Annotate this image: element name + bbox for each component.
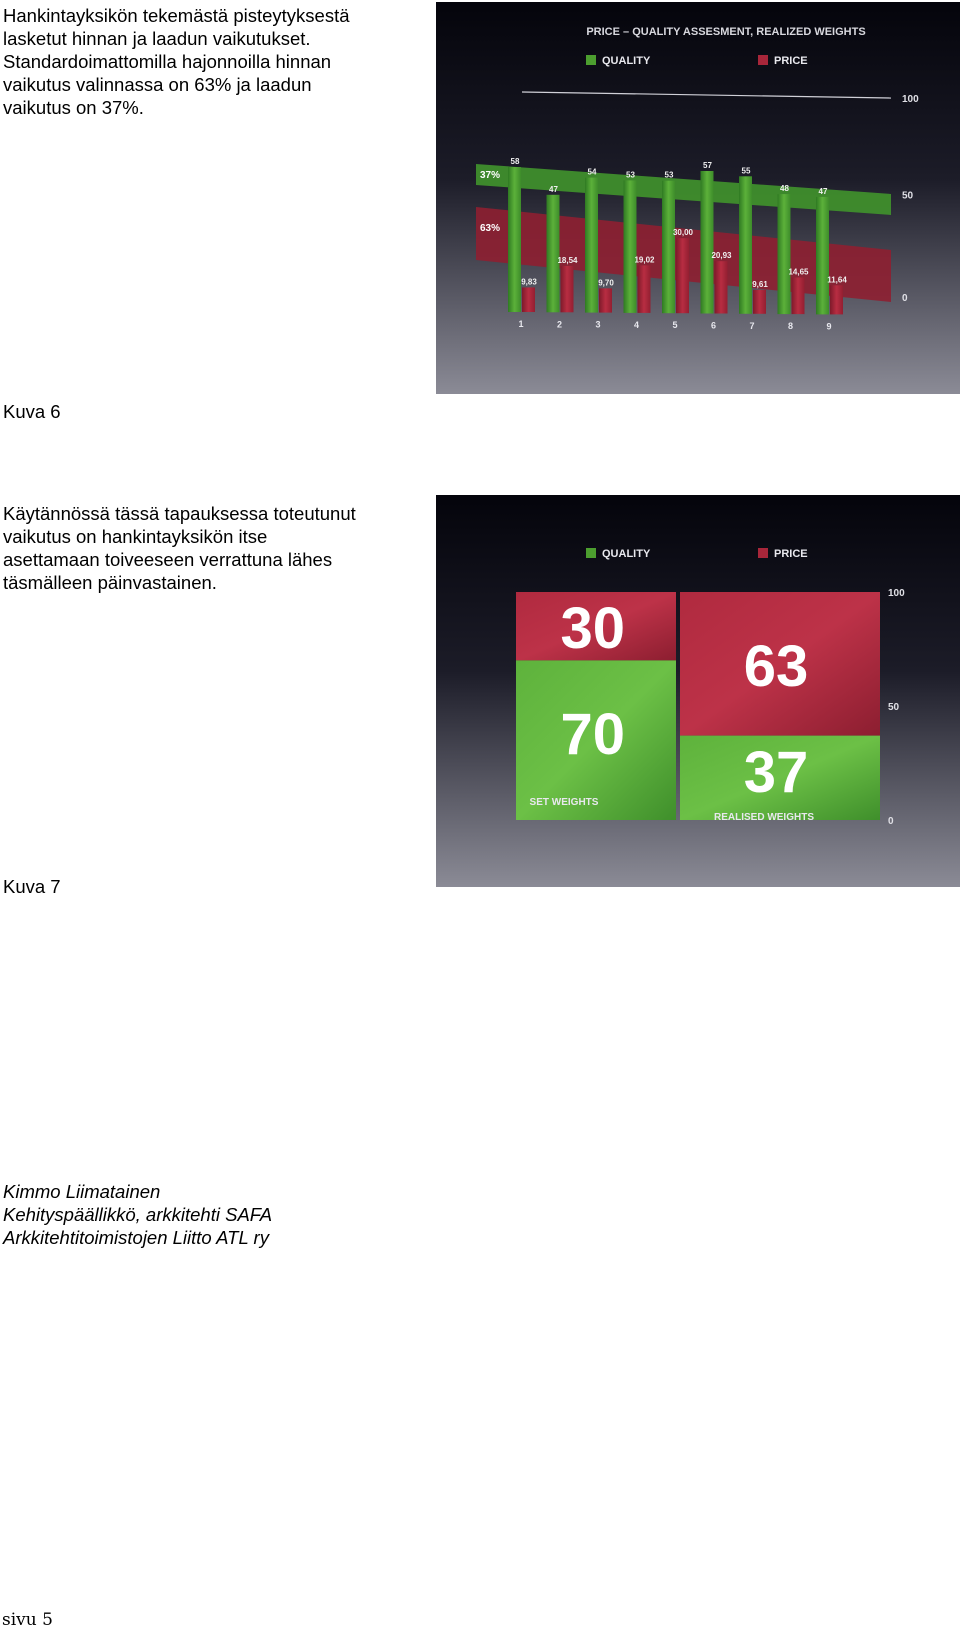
- y-tick-label: 50: [902, 190, 914, 202]
- quality-value-label: 58: [510, 157, 520, 166]
- x-category-label: SET WEIGHTS: [529, 797, 599, 808]
- author-title: Kehityspäällikkö, arkkitehti SAFA: [3, 1204, 273, 1225]
- price-bar: [792, 277, 805, 314]
- quality-value-label: 47: [818, 186, 828, 196]
- quality-bar: [662, 181, 675, 314]
- price-bar: [676, 238, 689, 313]
- price-bar: [599, 288, 612, 312]
- y-tick-label: 0: [888, 816, 894, 827]
- figure-price-quality-realized: [436, 2, 960, 394]
- chart1-title: PRICE – QUALITY ASSESMENT, REALIZED WEIGHTS: [586, 26, 866, 38]
- figure-caption-7: Kuva 7: [3, 876, 61, 897]
- x-tick-label: 6: [710, 320, 717, 331]
- quality-bar: [624, 180, 637, 313]
- quality-bar: [701, 171, 714, 314]
- quality-value-label: 53: [664, 170, 674, 180]
- price-value-label: 20,93: [711, 251, 732, 261]
- quality-value-label: 70: [560, 702, 626, 768]
- x-tick-label: 9: [826, 321, 832, 332]
- quality-weight-label: 37%: [480, 170, 501, 181]
- price-value-label: 9,83: [521, 277, 537, 287]
- price-value-label: 18,54: [557, 255, 578, 265]
- x-category-label: REALISED WEIGHTS: [713, 812, 815, 823]
- price-value-label: 30: [560, 596, 626, 662]
- legend-price-label: PRICE: [774, 548, 808, 560]
- intro-paragraph: Hankintayksikön tekemästä pisteytyksestä lasketut hinnan ja laadun vaikutukset. Standardoimattomilla hajonnoilla hinnan vaikutus valinnassa on 63% ja laadun vaikutus on 37%.: [3, 5, 350, 118]
- chart-set-vs-realised: [436, 495, 960, 887]
- price-value-label: 63: [743, 633, 809, 699]
- legend-quality-swatch: [586, 548, 596, 558]
- quality-value-label: 55: [741, 166, 751, 176]
- price-bar: [638, 265, 651, 313]
- result-paragraph: Käytännössä tässä tapauksessa toteutunut vaikutus on hankintayksikön itse asettamaan toiveeseen verrattuna lähes täsmälleen päinvastainen.: [3, 503, 356, 593]
- figure-caption-6: Kuva 6: [3, 401, 61, 422]
- quality-bar: [739, 176, 752, 313]
- price-bar: [715, 261, 728, 313]
- legend-price-swatch: [758, 55, 768, 65]
- x-tick-label: 3: [595, 319, 601, 330]
- legend-quality-swatch: [586, 55, 596, 65]
- price-weight-label: 63%: [480, 223, 501, 234]
- x-tick-label: 7: [749, 320, 755, 331]
- price-bar: [830, 285, 843, 314]
- price-value-label: 30,00: [672, 228, 694, 238]
- quality-value-label: 47: [549, 184, 558, 194]
- y-tick-label: 100: [888, 588, 905, 599]
- price-bar: [522, 287, 535, 312]
- y-tick-label: 50: [888, 702, 900, 713]
- quality-value-label: 37: [743, 739, 809, 805]
- legend-price-swatch: [758, 548, 768, 558]
- price-value-label: 14,65: [788, 267, 809, 277]
- quality-bar: [816, 197, 829, 315]
- price-value-label: 19,02: [634, 255, 655, 265]
- chart-realized-weights: [436, 2, 960, 394]
- quality-value-label: 48: [780, 184, 789, 194]
- quality-bar: [547, 195, 560, 312]
- quality-bar: [508, 167, 521, 312]
- author-name: Kimmo Liimatainen: [3, 1181, 161, 1202]
- quality-bar: [778, 194, 791, 314]
- quality-bar: [585, 178, 598, 313]
- quality-value-label: 57: [703, 161, 712, 170]
- legend-quality-label: QUALITY: [602, 55, 651, 67]
- price-value-label: 9,70: [598, 278, 614, 288]
- page-number: sivu 5: [2, 1610, 53, 1630]
- x-tick-label: 5: [672, 320, 678, 331]
- legend-quality-label: QUALITY: [602, 548, 651, 560]
- price-value-label: 11,64: [827, 275, 847, 285]
- price-value-label: 9,61: [752, 279, 768, 289]
- signature-block: [3, 1180, 272, 1249]
- x-tick-label: 8: [787, 321, 794, 332]
- quality-value-label: 54: [587, 167, 597, 177]
- y-tick-label: 100: [902, 94, 919, 105]
- price-bar: [561, 266, 574, 312]
- y-tick-label: 0: [902, 293, 908, 304]
- legend-price-label: PRICE: [774, 55, 808, 67]
- x-tick-label: 4: [633, 319, 640, 330]
- author-organization: Arkkitehtitoimistojen Liitto ATL ry: [3, 1227, 269, 1248]
- x-tick-label: 1: [518, 319, 524, 329]
- quality-value-label: 53: [626, 170, 635, 180]
- figure-set-vs-realised-weights: [436, 495, 960, 887]
- x-tick-label: 2: [556, 319, 563, 330]
- price-bar: [753, 290, 766, 314]
